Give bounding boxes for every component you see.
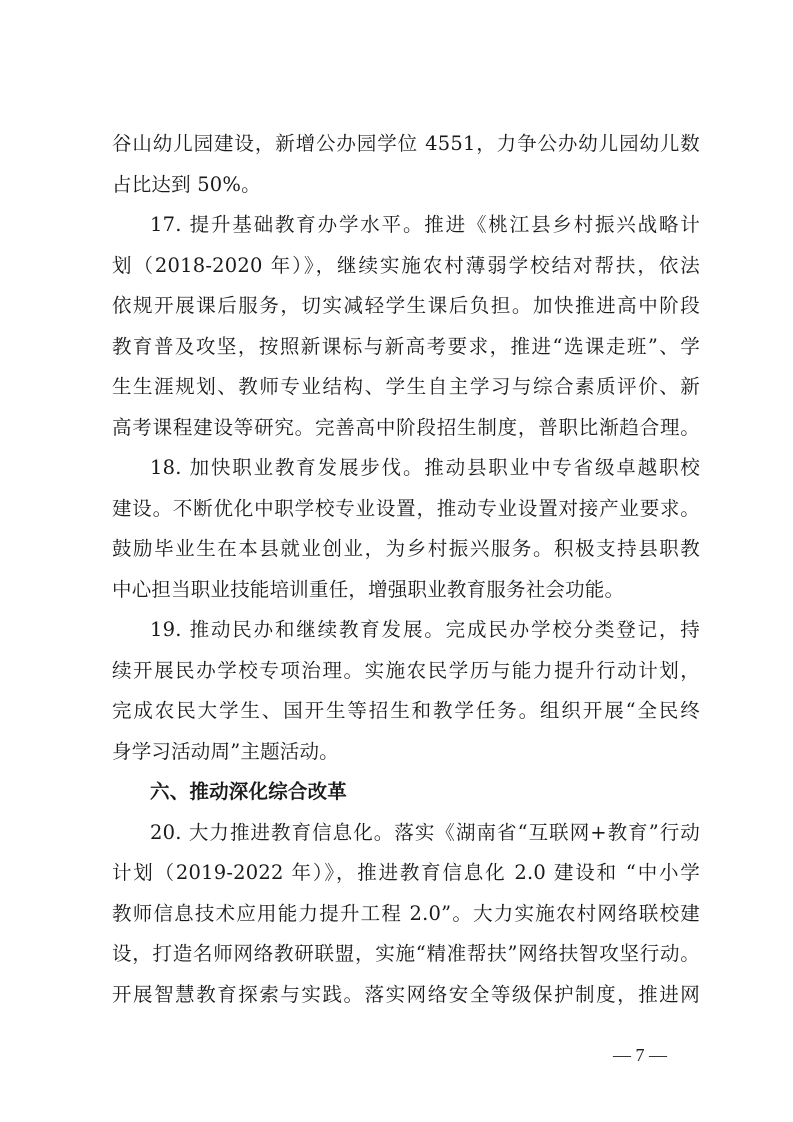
text-line: 依规开展课后服务，切实减轻学生课后负担。加快推进高中阶段 [112, 294, 700, 317]
text-line: 设，打造名师网络教研联盟，实施“精准帮扶”网络扶智攻坚行动。 [112, 942, 700, 965]
paragraph-start-line: 18. 加快职业教育发展步伐。推动县职业中专省级卓越职校 [150, 456, 700, 479]
paragraph-start-line: 17. 提升基础教育办学水平。推进《桃江县乡村振兴战略计 [150, 213, 700, 236]
text-line: 鼓励毕业生在本县就业创业，为乡村振兴服务。积极支持县职教 [112, 537, 700, 560]
text-line: 教育普及攻坚，按照新课标与新高考要求，推进“选课走班”、学 [112, 334, 700, 358]
text-line: 建设。不断优化中职学校专业设置，推动专业设置对接产业要求。 [112, 496, 700, 520]
text-line: 计划（2019-2022 年）》，推进教育信息化 2.0 建设和 “中小学 [112, 861, 700, 884]
text-line: 划（2018-2020 年）》，继续实施农村薄弱学校结对帮扶，依法 [112, 253, 700, 277]
paragraph-start-line: 20. 大力推进教育信息化。落实《湖南省“互联网+教育”行动 [150, 820, 700, 844]
paragraph-start-line: 19. 推动民办和继续教育发展。完成民办学校分类登记，持 [150, 618, 700, 641]
section-heading: 六、推动深化综合改革 [150, 780, 348, 803]
text-line: 占比达到 50%。 [112, 172, 261, 196]
text-line: 身学习活动周”主题活动。 [112, 739, 339, 763]
body-text [112, 124, 700, 1015]
text-line: 生生涯规划、教师专业结构、学生自主学习与综合素质评价、新 [112, 375, 700, 398]
text-line: 中心担当职业技能培训重任，增强职业教育服务社会功能。 [112, 577, 625, 601]
text-line: 完成农民大学生、国开生等招生和教学任务。组织开展“全民终 [112, 699, 700, 722]
text-line: 高考课程建设等研究。完善高中阶段招生制度，普职比渐趋合理。 [112, 415, 700, 439]
text-line: 谷山幼儿园建设，新增公办园学位 4551，力争公办幼儿园幼儿数 [112, 132, 700, 155]
text-line: 续开展民办学校专项治理。实施农民学历与能力提升行动计划， [112, 658, 700, 682]
text-line: 教师信息技术应用能力提升工程 2.0”。大力实施农村网络联校建 [112, 901, 700, 925]
page-number: — 7 — [613, 1045, 667, 1065]
text-line: 开展智慧教育探索与实践。落实网络安全等级保护制度，推进网 [112, 982, 700, 1006]
